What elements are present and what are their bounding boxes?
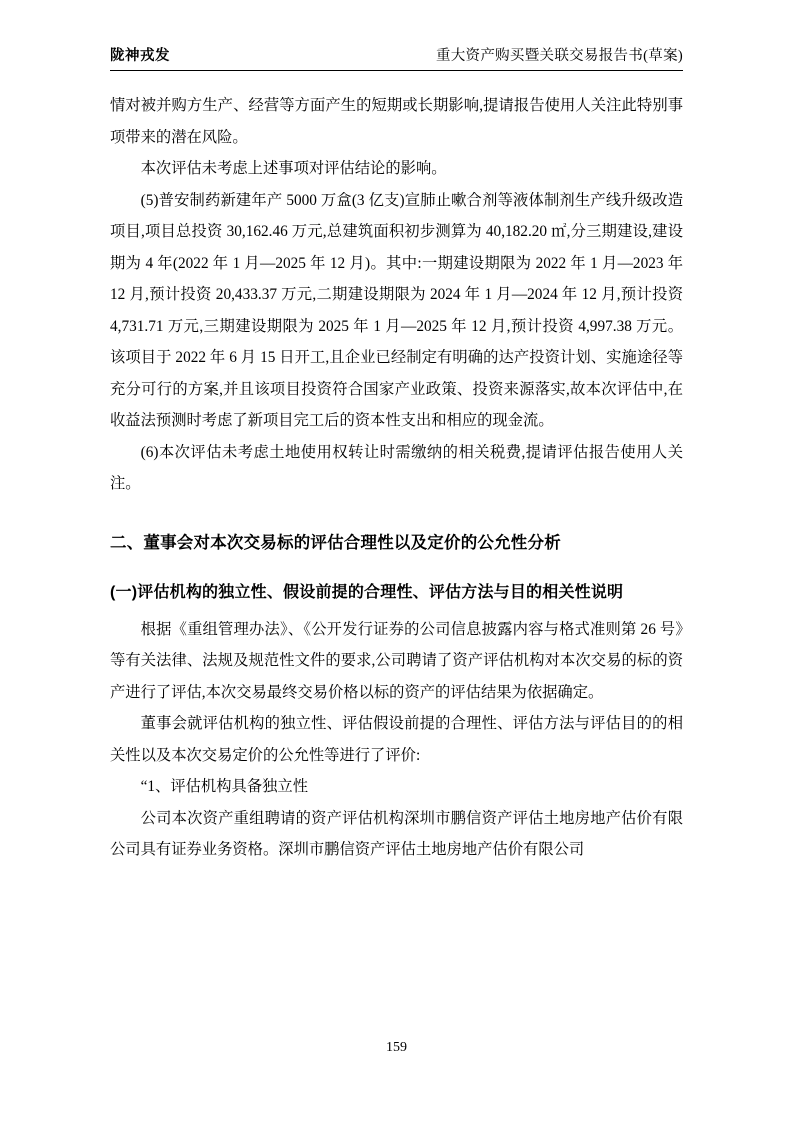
paragraph-item-6-tax: (6)本次评估未考虑土地使用权转让时需缴纳的相关税费,提请评估报告使用人关注。: [110, 443, 683, 492]
header-document-title: 重大资产购买暨关联交易报告书(草案): [435, 48, 683, 64]
page-header: [110, 44, 683, 69]
paragraph-appraiser-qualification: 公司本次资产重组聘请的资产评估机构深圳市鹏信资产评估土地房地产估价有限公司具有证券业务资格。深圳市鹏信资产评估土地房地产估价有限公司: [110, 809, 683, 858]
paragraph-continuation: 情对被并购方生产、经营等方面产生的短期或长期影响,提请报告使用人关注此特别事项带来的潜在风险。: [110, 97, 683, 146]
paragraph-board-evaluation: 董事会就评估机构的独立性、评估假设前提的合理性、评估方法与评估目的的相关性以及本次交易定价的公允性等进行了评价:: [110, 715, 683, 764]
subsection-heading-1: (一)评估机构的独立性、假设前提的合理性、评估方法与目的相关性说明: [110, 583, 624, 601]
section-heading-2: 二、董事会对本次交易标的评估合理性以及定价的公允性分析: [110, 533, 561, 552]
paragraph-item-1-independence-title: “1、评估机构具备独立性: [140, 778, 309, 795]
page-number: 159: [386, 1040, 407, 1055]
paragraph-no-impact-note: 本次评估未考虑上述事项对评估结论的影响。: [140, 160, 447, 177]
header-divider: [110, 70, 683, 71]
paragraph-item-5-project: (5)普安制药新建年产 5000 万盒(3 亿支)宣肺止嗽合剂等液体制剂生产线升级改造项目,项目总投资 30,162.46 万元,总建筑面积初步测算为 40,182.20 ㎡,分三期建设,建设期为 4 年(2022 年 1 月—2025 年 12 月)。其中:一期建设期限为 2022 年 1 月—2023 年 12 月,预计投资 20,433.37 万元,二期建设期限为 2024 年 1 月—2024 年 12 月,预计投资 4,731.71 万元,三期建设期限为 2025 年 1 月—2025 年 12 月,预计投资 4,997.38 万元。该项目于 2022 年 6 月 15 日开工,且企业已经制定有明确的达产投资计划、实施途径等充分可行的方案,并且该项目投资符合国家产业政策、投资来源落实,故本次评估中,在收益法预测时考虑了新项目完工后的资本性支出和相应的现金流。: [110, 191, 683, 429]
document-body: [110, 90, 683, 866]
header-company-name: 陇神戎发: [110, 48, 170, 64]
page-content-area: [110, 44, 683, 866]
paragraph-regulatory-basis: 根据《重组管理办法》、《公开发行证券的公司信息披露内容与格式准则第 26 号》等有关法律、法规及规范性文件的要求,公司聘请了资产评估机构对本次交易的标的资产进行了评估,本次交易最终交易价格以标的资产的评估结果为依据确定。: [110, 620, 683, 701]
